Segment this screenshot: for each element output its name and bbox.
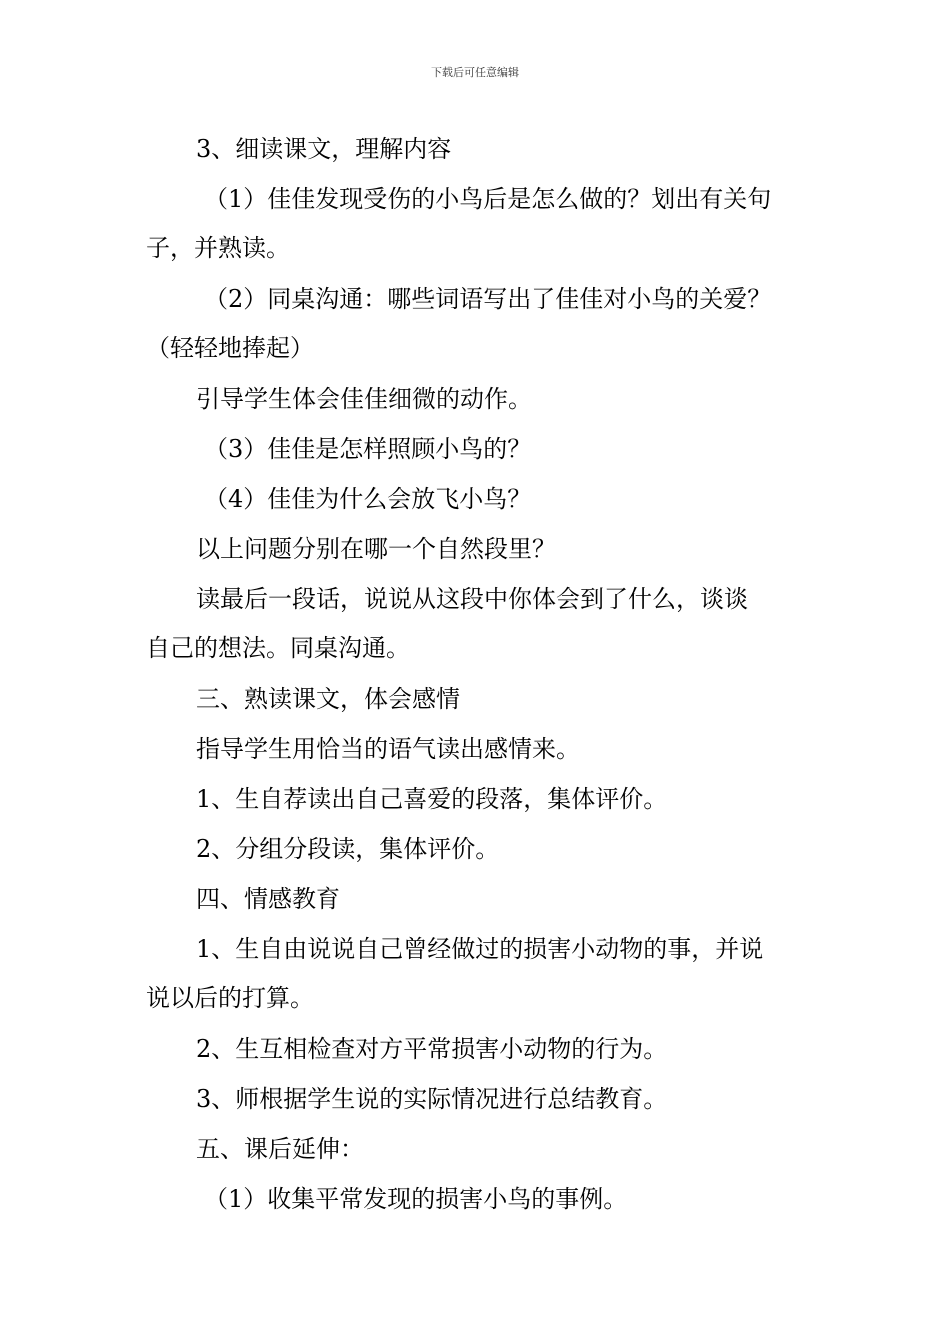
page-header-note: 下载后可任意编辑	[431, 66, 519, 79]
text-line: （轻轻地捧起）	[146, 334, 314, 362]
text-line: 2、分组分段读，集体评价。	[196, 835, 500, 863]
text-line: 四、情感教育	[196, 885, 340, 913]
text-line: （3）佳佳是怎样照顾小鸟的？	[204, 435, 532, 463]
text-line: 1、生自由说说自己曾经做过的损害小动物的事，并说	[196, 935, 764, 963]
text-line: 读最后一段话，说说从这段中你体会到了什么，谈谈	[196, 585, 748, 613]
text-line: （4）佳佳为什么会放飞小鸟？	[204, 485, 532, 513]
text-line: （1）收集平常发现的损害小鸟的事例。	[204, 1185, 628, 1213]
text-line: 引导学生体会佳佳细微的动作。	[196, 385, 532, 413]
text-line: 三、熟读课文，体会感情	[196, 685, 460, 713]
text-line: （2）同桌沟通：哪些词语写出了佳佳对小鸟的关爱？	[204, 285, 772, 313]
text-line: 1、生自荐读出自己喜爱的段落，集体评价。	[196, 785, 668, 813]
text-line: 3、细读课文，理解内容	[196, 135, 452, 163]
text-line: 五、课后延伸：	[196, 1135, 364, 1163]
text-line: 自己的想法。同桌沟通。	[146, 634, 410, 662]
text-line: 说以后的打算。	[146, 984, 314, 1012]
text-line: 以上问题分别在哪一个自然段里？	[196, 535, 556, 563]
text-line: 指导学生用恰当的语气读出感情来。	[196, 735, 580, 763]
text-line: （1）佳佳发现受伤的小鸟后是怎么做的？划出有关句	[204, 185, 772, 213]
text-line: 2、生互相检查对方平常损害小动物的行为。	[196, 1035, 668, 1063]
text-line: 3、师根据学生说的实际情况进行总结教育。	[196, 1085, 668, 1113]
text-line: 子，并熟读。	[146, 234, 290, 262]
